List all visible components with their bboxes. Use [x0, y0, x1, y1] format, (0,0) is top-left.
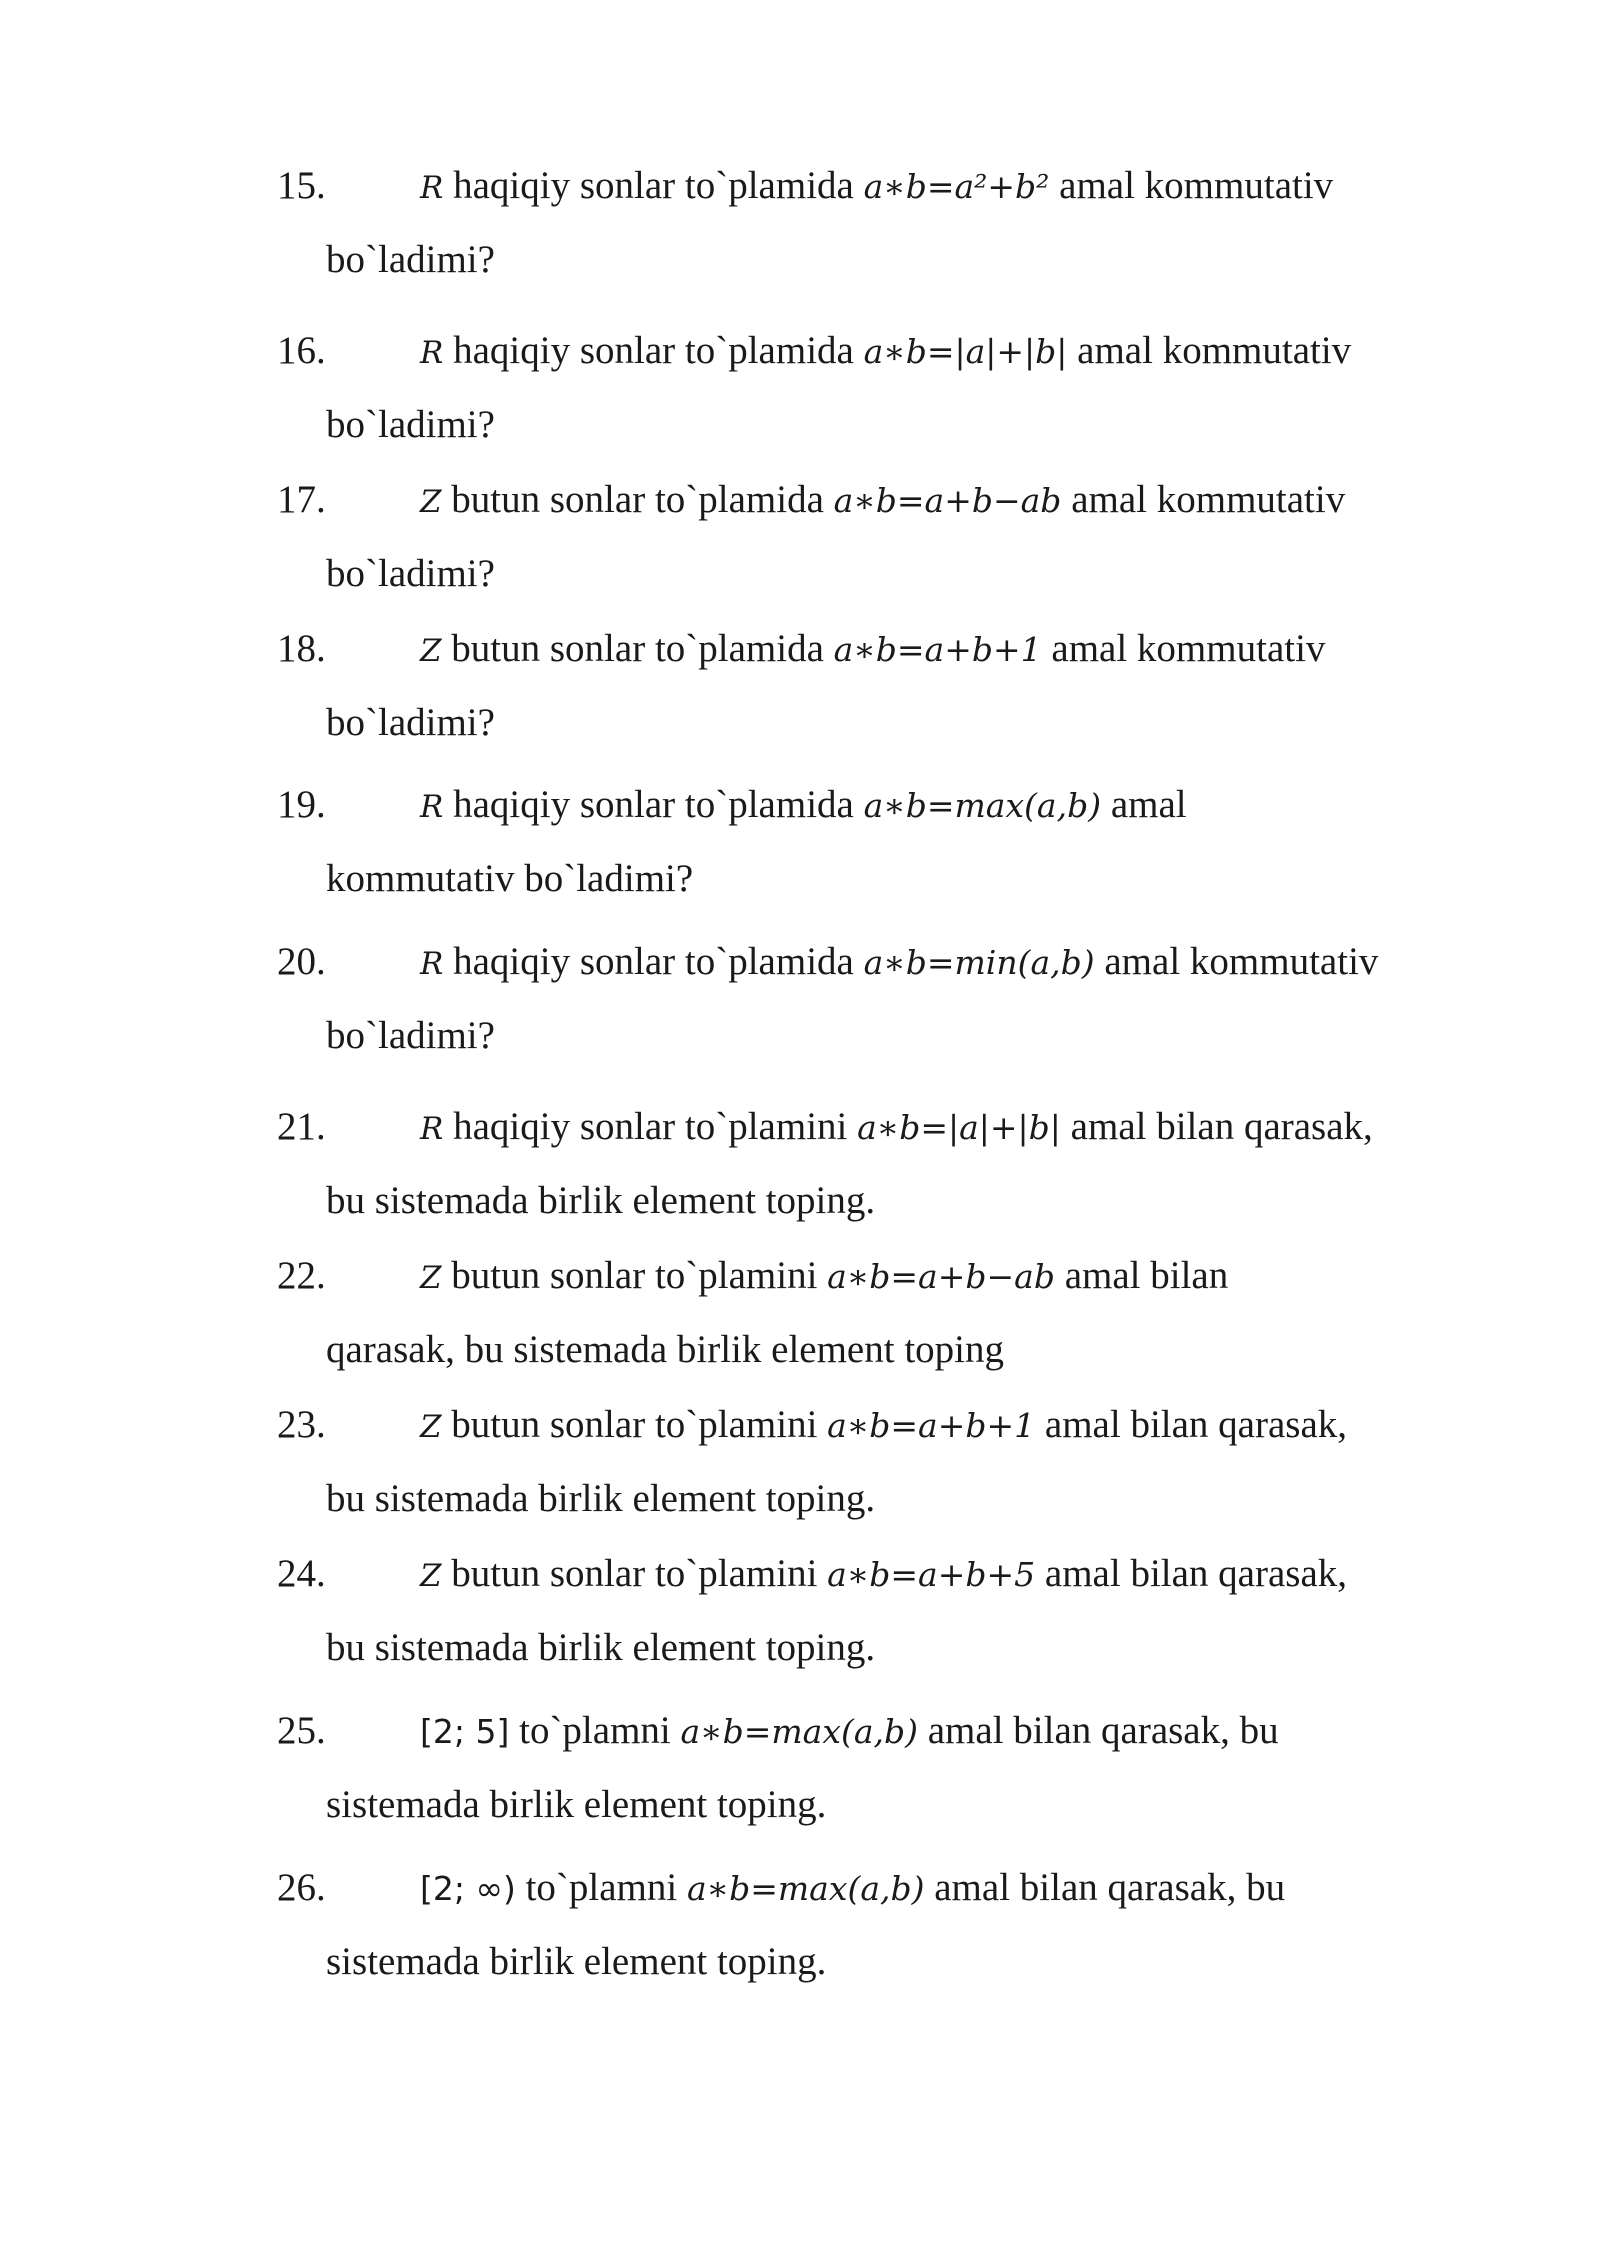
exercise-text-end: amal kommutativ [1071, 478, 1346, 521]
exercise-line-1 [277, 1090, 1497, 1164]
exercise-17 [277, 463, 1497, 611]
exercise-line-1 [277, 1851, 1497, 1925]
math-expression: a∗b=max(a,b) [686, 1869, 925, 1908]
math-expression: a∗b=a+b+5 [827, 1555, 1036, 1594]
exercise-line-1 [277, 1694, 1497, 1768]
exercise-line-2: qarasak, bu sistemada birlik element toping [326, 1328, 1004, 1371]
exercise-line-2: bo`ladimi? [326, 238, 495, 281]
exercise-23 [277, 1388, 1497, 1536]
set-symbol: Z [420, 1260, 442, 1296]
set-symbol: Z [420, 484, 442, 520]
exercise-line-1 [277, 314, 1497, 388]
exercise-26 [277, 1851, 1497, 1999]
exercise-line-1 [277, 1239, 1497, 1313]
exercise-text-end: amal bilan qarasak, [1070, 1105, 1373, 1148]
exercise-number: 17. [277, 478, 326, 521]
math-expression: a∗b=max(a,b) [863, 786, 1102, 825]
set-symbol: Z [420, 1558, 442, 1594]
exercise-text: haqiqiy sonlar to`plamini [453, 1105, 848, 1148]
set-symbol: R [420, 789, 444, 825]
exercise-text: haqiqiy sonlar to`plamida [453, 783, 854, 826]
exercise-text: to`plamni [525, 1866, 678, 1909]
exercise-line-1 [277, 925, 1497, 999]
math-expression: a∗b=a+b−ab [833, 481, 1062, 520]
exercise-line-1 [277, 612, 1497, 686]
exercise-text: haqiqiy sonlar to`plamida [453, 164, 854, 207]
exercise-text-end: amal kommutativ [1104, 940, 1379, 983]
exercise-line-1 [277, 149, 1497, 223]
exercise-text: haqiqiy sonlar to`plamida [453, 940, 854, 983]
exercise-line-1 [277, 463, 1497, 537]
exercise-18 [277, 612, 1497, 760]
exercise-number: 20. [277, 940, 326, 983]
set-symbol: R [420, 335, 444, 371]
exercise-number: 21. [277, 1105, 326, 1148]
exercise-19 [277, 768, 1497, 916]
math-expression: a∗b=a+b+1 [833, 630, 1042, 669]
exercise-24 [277, 1537, 1497, 1685]
exercise-text: haqiqiy sonlar to`plamida [453, 329, 854, 372]
math-expression: a∗b=max(a,b) [680, 1712, 918, 1751]
exercise-line-2: bu sistemada birlik element toping. [326, 1626, 876, 1669]
exercise-line-1 [277, 1388, 1497, 1462]
math-expression: a∗b=min(a,b) [863, 943, 1095, 982]
exercise-line-2: kommutativ bo`ladimi? [326, 857, 694, 900]
exercise-text-end: amal bilan qarasak, [1044, 1403, 1348, 1446]
exercise-line-1 [277, 1537, 1497, 1611]
exercise-line-1 [277, 768, 1497, 842]
exercise-21 [277, 1090, 1497, 1238]
exercise-text: butun sonlar to`plamini [451, 1254, 818, 1297]
exercise-text-end: amal kommutativ [1051, 627, 1326, 670]
exercise-16 [277, 314, 1497, 462]
math-expression: a∗b=|a|+|b| [857, 1108, 1061, 1147]
exercise-text: butun sonlar to`plamida [451, 627, 824, 670]
exercise-text-end: amal kommutativ [1059, 164, 1334, 207]
math-expression: a∗b=a²+b² [863, 167, 1050, 206]
exercise-number: 23. [277, 1403, 326, 1446]
math-expression: a∗b=|a|+|b| [863, 332, 1068, 371]
exercise-number: 26. [277, 1866, 326, 1909]
exercise-22 [277, 1239, 1497, 1387]
exercise-text: butun sonlar to`plamini [451, 1552, 818, 1595]
exercise-text-end: amal [1110, 783, 1187, 826]
exercise-line-2: bo`ladimi? [326, 552, 495, 595]
set-symbol: [2; ∞) [420, 1869, 516, 1908]
exercise-number: 18. [277, 627, 326, 670]
exercise-number: 19. [277, 783, 326, 826]
exercise-text: to`plamni [519, 1709, 671, 1752]
exercise-number: 15. [277, 164, 326, 207]
set-symbol: R [420, 170, 444, 206]
exercise-number: 25. [277, 1709, 326, 1752]
exercise-line-2: sistemada birlik element toping. [326, 1940, 827, 1983]
set-symbol: Z [420, 1409, 442, 1445]
exercise-line-2: sistemada birlik element toping. [326, 1783, 827, 1826]
exercise-line-2: bo`ladimi? [326, 403, 495, 446]
exercise-25 [277, 1694, 1497, 1842]
exercise-number: 16. [277, 329, 326, 372]
exercise-line-2: bu sistemada birlik element toping. [326, 1477, 876, 1520]
exercise-text: butun sonlar to`plamini [451, 1403, 818, 1446]
exercise-text-end: amal bilan qarasak, bu [934, 1866, 1286, 1909]
exercise-text: butun sonlar to`plamida [451, 478, 824, 521]
exercise-text-end: amal bilan qarasak, [1044, 1552, 1348, 1595]
exercise-number: 24. [277, 1552, 326, 1595]
math-expression: a∗b=a+b−ab [827, 1257, 1055, 1296]
exercise-text-end: amal bilan qarasak, bu [927, 1709, 1279, 1752]
exercise-15 [277, 149, 1497, 297]
exercise-text-end: amal kommutativ [1077, 329, 1352, 372]
exercise-line-2: bo`ladimi? [326, 1014, 495, 1057]
exercise-line-2: bo`ladimi? [326, 701, 495, 744]
set-symbol: [2; 5] [420, 1712, 510, 1751]
exercise-number: 22. [277, 1254, 326, 1297]
set-symbol: Z [420, 633, 442, 669]
exercise-text-end: amal bilan [1064, 1254, 1229, 1297]
math-expression: a∗b=a+b+1 [827, 1406, 1036, 1445]
set-symbol: R [420, 1111, 444, 1147]
set-symbol: R [420, 946, 444, 982]
exercise-line-2: bu sistemada birlik element toping. [326, 1179, 876, 1222]
exercise-20 [277, 925, 1497, 1073]
